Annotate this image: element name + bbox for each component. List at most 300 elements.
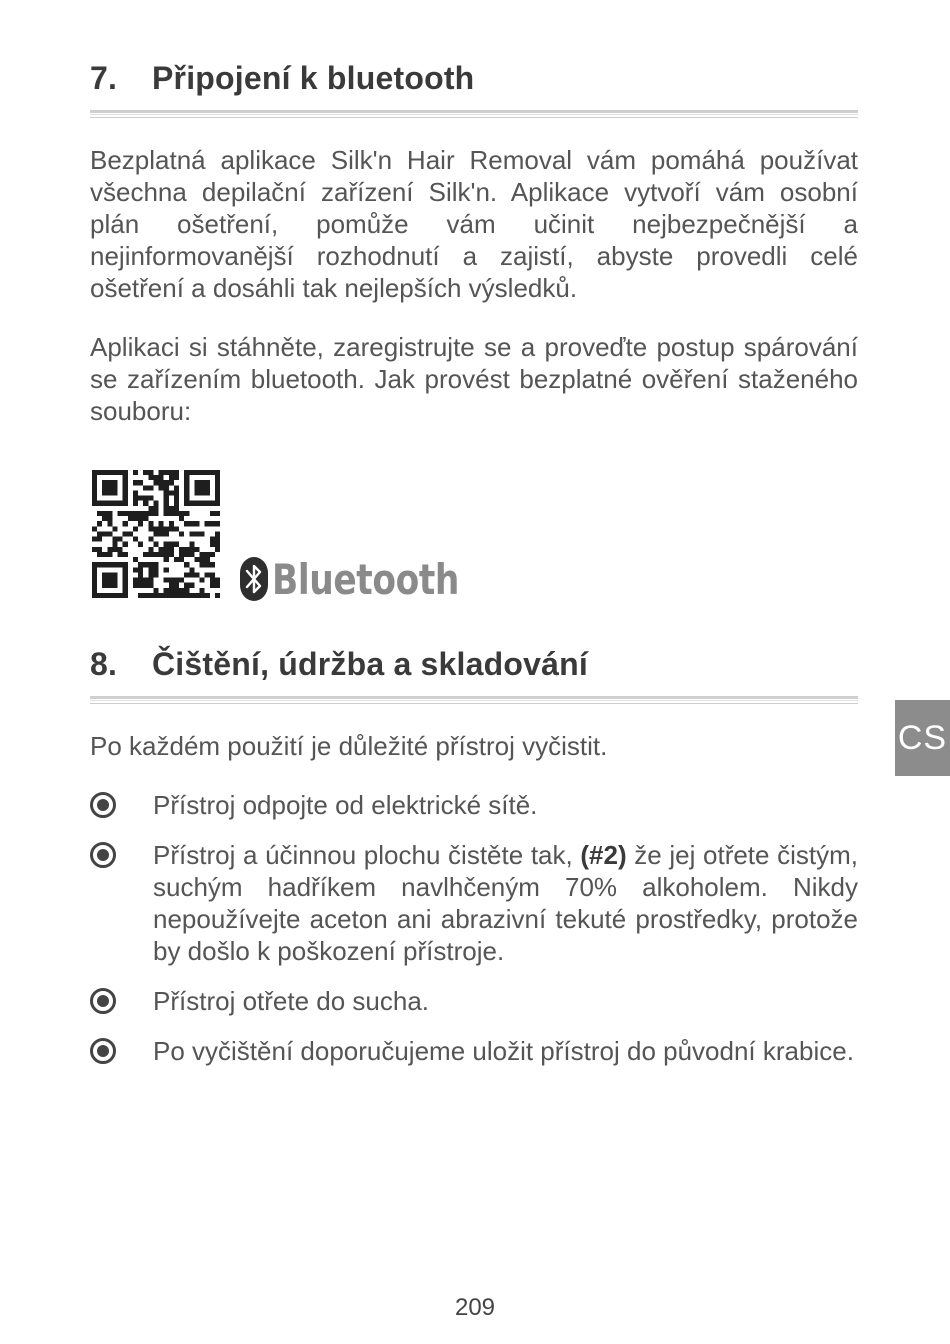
qr-module	[148, 475, 153, 480]
qr-module	[148, 537, 153, 542]
qr-module	[205, 572, 210, 577]
qr-module	[179, 552, 184, 557]
radio-bullet-icon	[90, 1038, 116, 1064]
qr-module	[205, 490, 210, 495]
qr-module	[179, 516, 184, 521]
qr-module	[169, 542, 174, 547]
qr-module	[189, 547, 194, 552]
qr-module	[200, 470, 205, 475]
qr-module	[200, 531, 205, 536]
qr-module	[159, 475, 164, 480]
qr-module	[153, 526, 158, 531]
qr-module	[102, 593, 107, 598]
qr-module	[169, 593, 174, 598]
qr-module	[148, 506, 153, 511]
qr-module	[118, 501, 123, 506]
qr-module	[179, 578, 184, 583]
qr-module	[138, 542, 143, 547]
page-number: 209	[454, 1294, 496, 1321]
qr-module	[189, 583, 194, 588]
qr-module	[133, 496, 138, 501]
qr-module	[153, 562, 158, 567]
qr-module	[102, 572, 107, 577]
qr-module	[205, 501, 210, 506]
qr-module	[107, 501, 112, 506]
qr-module	[174, 542, 179, 547]
qr-module	[184, 562, 189, 567]
qr-module	[107, 470, 112, 475]
qr-module	[159, 470, 164, 475]
qr-module	[102, 485, 107, 490]
section-7-divider	[90, 110, 858, 118]
section-8-intro: Po každém použití je důležité přístroj vyčistit.	[90, 731, 608, 761]
qr-module	[128, 531, 133, 536]
qr-module	[153, 501, 158, 506]
qr-module	[97, 537, 102, 542]
qr-module	[123, 475, 128, 480]
qr-module	[200, 485, 205, 490]
qr-module	[184, 583, 189, 588]
qr-module	[169, 521, 174, 526]
qr-module	[169, 511, 174, 516]
qr-module	[118, 552, 123, 557]
qr-module	[138, 583, 143, 588]
qr-module	[123, 578, 128, 583]
qr-module	[164, 542, 169, 547]
qr-module	[174, 506, 179, 511]
qr-module	[184, 572, 189, 577]
qr-module	[174, 593, 179, 598]
qr-module	[215, 521, 220, 526]
list-item	[90, 789, 858, 821]
qr-module	[123, 562, 128, 567]
qr-module	[194, 521, 199, 526]
qr-module	[112, 547, 117, 552]
qr-module	[215, 485, 220, 490]
qr-module	[210, 572, 215, 577]
qr-module	[169, 588, 174, 593]
qr-module	[133, 557, 138, 562]
qr-module	[138, 521, 143, 526]
qr-module	[179, 557, 184, 562]
qr-module	[215, 496, 220, 501]
qr-module	[174, 470, 179, 475]
qr-module	[148, 521, 153, 526]
qr-module	[133, 583, 138, 588]
section-8-number: 8.	[90, 646, 118, 682]
qr-module	[159, 521, 164, 526]
qr-module	[92, 547, 97, 552]
qr-module	[159, 526, 164, 531]
qr-module	[112, 537, 117, 542]
qr-module	[205, 593, 210, 598]
qr-module	[153, 593, 158, 598]
qr-module	[164, 531, 169, 536]
qr-module	[107, 521, 112, 526]
qr-module	[164, 526, 169, 531]
qr-module	[153, 572, 158, 577]
qr-module	[138, 593, 143, 598]
qr-module	[118, 537, 123, 542]
qr-module	[159, 552, 164, 557]
qr-module	[184, 521, 189, 526]
qr-module	[102, 470, 107, 475]
qr-module	[205, 521, 210, 526]
radio-bullet-icon	[90, 988, 116, 1014]
qr-module	[164, 552, 169, 557]
list-item-text: Po vyčištění doporučujeme uložit přístroj do původní krabice.	[153, 1036, 854, 1066]
qr-module	[169, 552, 174, 557]
qr-module	[205, 562, 210, 567]
qr-module	[133, 526, 138, 531]
qr-module	[133, 511, 138, 516]
qr-module	[138, 572, 143, 577]
list-item	[90, 985, 858, 1017]
qr-module	[164, 470, 169, 475]
qr-module	[200, 578, 205, 583]
qr-module	[92, 490, 97, 495]
section-7-title: Připojení k bluetooth	[152, 60, 475, 96]
qr-module	[123, 588, 128, 593]
list-item	[90, 839, 858, 967]
qr-module	[97, 470, 102, 475]
qr-module	[92, 578, 97, 583]
bluetooth-icon	[240, 557, 268, 601]
qr-module	[164, 588, 169, 593]
qr-module	[169, 583, 174, 588]
qr-module	[102, 490, 107, 495]
qr-module	[148, 547, 153, 552]
qr-module	[174, 485, 179, 490]
qr-module	[189, 470, 194, 475]
qr-module	[153, 511, 158, 516]
qr-module	[133, 501, 138, 506]
qr-module	[138, 496, 143, 501]
qr-module	[164, 547, 169, 552]
qr-module	[194, 470, 199, 475]
qr-module	[169, 526, 174, 531]
qr-module	[184, 490, 189, 495]
qr-module	[169, 475, 174, 480]
qr-module	[205, 557, 210, 562]
qr-module	[128, 511, 133, 516]
qr-module	[184, 496, 189, 501]
list-item-text-start: Přístroj a účinnou plochu čistěte tak,	[153, 840, 581, 870]
qr-module	[210, 501, 215, 506]
qr-module	[210, 521, 215, 526]
qr-module	[215, 537, 220, 542]
radio-bullet-icon	[90, 842, 116, 868]
language-tab: CS	[895, 700, 950, 776]
qr-module	[92, 480, 97, 485]
qr-module	[215, 578, 220, 583]
qr-module	[174, 578, 179, 583]
qr-module	[118, 547, 123, 552]
qr-module	[159, 531, 164, 536]
qr-module	[210, 511, 215, 516]
qr-module	[107, 578, 112, 583]
bluetooth-logo	[240, 555, 500, 603]
qr-module	[200, 588, 205, 593]
qr-module	[123, 567, 128, 572]
qr-module	[184, 593, 189, 598]
qr-module	[143, 583, 148, 588]
qr-module	[194, 480, 199, 485]
qr-module	[138, 562, 143, 567]
qr-module	[92, 501, 97, 506]
qr-module	[107, 480, 112, 485]
qr-module	[97, 521, 102, 526]
qr-module	[169, 506, 174, 511]
qr-module	[153, 552, 158, 557]
qr-module	[194, 485, 199, 490]
qr-module	[169, 480, 174, 485]
qr-module	[102, 501, 107, 506]
qr-module	[164, 485, 169, 490]
qr-module	[102, 583, 107, 588]
qr-module	[143, 511, 148, 516]
qr-module	[138, 511, 143, 516]
qr-module	[107, 552, 112, 557]
qr-module	[179, 531, 184, 536]
qr-module	[123, 531, 128, 536]
qr-module	[143, 593, 148, 598]
qr-module	[112, 593, 117, 598]
qr-module	[112, 526, 117, 531]
qr-module	[133, 480, 138, 485]
qr-module	[118, 470, 123, 475]
qr-module	[92, 537, 97, 542]
qr-module	[148, 526, 153, 531]
qr-module	[133, 567, 138, 572]
qr-module	[143, 501, 148, 506]
qr-module	[215, 470, 220, 475]
qr-module	[102, 578, 107, 583]
list-item-text-end: že jej otřete čistým, suchým hadříkem navlhčeným 70% alkoholem. Nikdy nepoužívejte aceton ani abrazivní tekuté prostředky, protože by došlo k poškození přístroje.	[153, 840, 859, 966]
qr-module	[215, 475, 220, 480]
qr-module	[194, 501, 199, 506]
qr-module	[92, 485, 97, 490]
qr-module	[97, 552, 102, 557]
qr-module	[174, 526, 179, 531]
qr-module	[102, 562, 107, 567]
qr-module	[118, 593, 123, 598]
qr-module	[179, 547, 184, 552]
qr-module	[184, 485, 189, 490]
qr-module	[215, 593, 220, 598]
qr-module	[215, 583, 220, 588]
qr-module	[215, 531, 220, 536]
qr-module	[112, 490, 117, 495]
qr-module	[174, 583, 179, 588]
qr-module	[189, 521, 194, 526]
qr-module	[123, 480, 128, 485]
qr-module	[189, 593, 194, 598]
qr-module	[164, 578, 169, 583]
qr-module	[215, 490, 220, 495]
qr-module	[102, 480, 107, 485]
qr-code-icon	[92, 470, 220, 598]
qr-module	[205, 470, 210, 475]
list-item-text: Přístroj odpojte od elektrické sítě.	[153, 790, 538, 820]
qr-module	[194, 593, 199, 598]
qr-module	[123, 485, 128, 490]
qr-module	[112, 485, 117, 490]
qr-module	[107, 593, 112, 598]
qr-module	[153, 506, 158, 511]
qr-module	[123, 521, 128, 526]
qr-module	[102, 552, 107, 557]
qr-module	[112, 562, 117, 567]
qr-module	[200, 501, 205, 506]
qr-module	[123, 511, 128, 516]
qr-module	[153, 588, 158, 593]
qr-module	[118, 511, 123, 516]
qr-module	[128, 516, 133, 521]
qr-module	[153, 480, 158, 485]
qr-module	[148, 485, 153, 490]
qr-module	[112, 578, 117, 583]
qr-module	[143, 470, 148, 475]
qr-module	[210, 537, 215, 542]
qr-module	[112, 542, 117, 547]
qr-module	[107, 572, 112, 577]
qr-module	[133, 537, 138, 542]
qr-module	[179, 588, 184, 593]
qr-module	[123, 542, 128, 547]
qr-module	[164, 490, 169, 495]
qr-module	[92, 567, 97, 572]
qr-module	[164, 496, 169, 501]
qr-module	[143, 485, 148, 490]
qr-module	[184, 470, 189, 475]
qr-module	[92, 572, 97, 577]
qr-module	[164, 557, 169, 562]
qr-module	[102, 516, 107, 521]
qr-module	[148, 567, 153, 572]
qr-module	[112, 583, 117, 588]
qr-module	[159, 480, 164, 485]
qr-module	[184, 511, 189, 516]
qr-module	[194, 531, 199, 536]
section-8-heading	[90, 646, 588, 683]
qr-module	[205, 485, 210, 490]
qr-module	[97, 547, 102, 552]
qr-module	[194, 572, 199, 577]
qr-module	[148, 583, 153, 588]
qr-module	[138, 567, 143, 572]
figure-reference: (#2)	[580, 840, 627, 870]
qr-module	[169, 490, 174, 495]
qr-module	[107, 511, 112, 516]
qr-module	[143, 496, 148, 501]
qr-module	[169, 470, 174, 475]
qr-module	[184, 501, 189, 506]
qr-module	[133, 516, 138, 521]
qr-module	[148, 562, 153, 567]
qr-module	[92, 470, 97, 475]
qr-module	[97, 511, 102, 516]
qr-module	[148, 578, 153, 583]
qr-module	[123, 496, 128, 501]
qr-module	[189, 572, 194, 577]
qr-module	[138, 516, 143, 521]
qr-module	[143, 578, 148, 583]
qr-module	[123, 572, 128, 577]
qr-module	[123, 501, 128, 506]
qr-module	[174, 490, 179, 495]
qr-module	[164, 501, 169, 506]
qr-module	[200, 552, 205, 557]
qr-module	[153, 531, 158, 536]
qr-module	[138, 480, 143, 485]
section-7-heading	[90, 60, 474, 97]
qr-module	[179, 593, 184, 598]
qr-module	[123, 490, 128, 495]
list-item	[90, 1035, 858, 1067]
qr-module	[189, 552, 194, 557]
qr-module	[107, 547, 112, 552]
qr-module	[215, 547, 220, 552]
qr-module	[97, 562, 102, 567]
qr-module	[159, 485, 164, 490]
list-item-text: Přístroj otřete do sucha.	[153, 986, 430, 1016]
qr-module	[112, 501, 117, 506]
qr-module	[118, 562, 123, 567]
section-7-paragraph-2: Aplikaci si stáhněte, zaregistrujte se a proveďte postup spárování se zařízením bluetooth. Jak provést bezplatné ověření staženého souboru:	[90, 332, 858, 426]
qr-module	[164, 506, 169, 511]
qr-module	[123, 552, 128, 557]
qr-module	[184, 552, 189, 557]
qr-module	[205, 480, 210, 485]
qr-module	[107, 490, 112, 495]
qr-module	[200, 557, 205, 562]
qr-module	[210, 562, 215, 567]
qr-module	[194, 557, 199, 562]
qr-module	[148, 511, 153, 516]
qr-module	[133, 470, 138, 475]
qr-module	[189, 567, 194, 572]
qr-module	[200, 490, 205, 495]
qr-module	[169, 578, 174, 583]
qr-module	[123, 583, 128, 588]
qr-module	[148, 552, 153, 557]
qr-module	[210, 578, 215, 583]
qr-module	[215, 511, 220, 516]
qr-module	[174, 496, 179, 501]
qr-module	[210, 542, 215, 547]
qr-module	[205, 552, 210, 557]
radio-bullet-icon	[90, 792, 116, 818]
qr-module	[153, 475, 158, 480]
qr-module	[189, 542, 194, 547]
qr-module	[194, 490, 199, 495]
qr-module	[133, 490, 138, 495]
qr-module	[92, 593, 97, 598]
qr-module	[200, 593, 205, 598]
qr-module	[164, 511, 169, 516]
qr-module	[148, 572, 153, 577]
qr-module	[107, 562, 112, 567]
qr-module	[153, 542, 158, 547]
qr-module	[184, 480, 189, 485]
qr-module	[123, 470, 128, 475]
qr-module	[133, 578, 138, 583]
qr-module	[174, 557, 179, 562]
qr-module	[92, 588, 97, 593]
qr-module	[189, 501, 194, 506]
qr-module	[164, 480, 169, 485]
